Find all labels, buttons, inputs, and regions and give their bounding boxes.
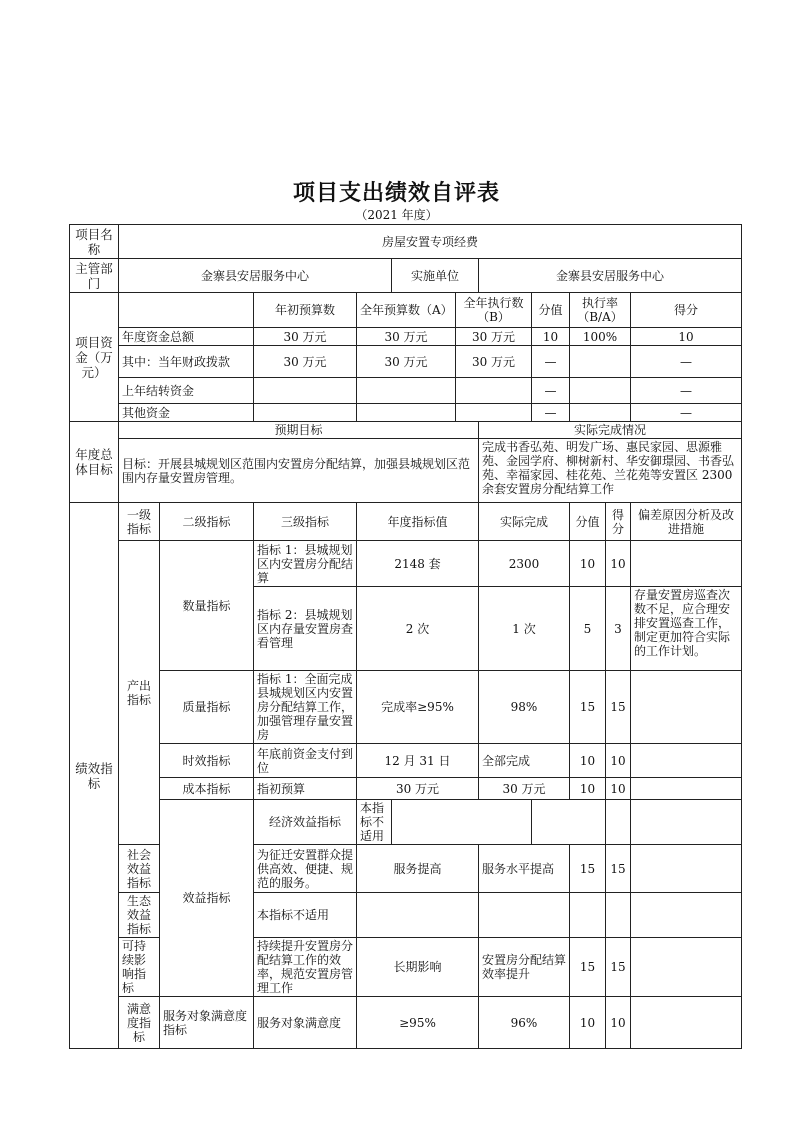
target-value: 完成率≥95% (357, 671, 479, 744)
deviation-reason (631, 938, 742, 997)
score: 10 (606, 541, 631, 587)
funds-score: — (631, 378, 742, 404)
perf-header: 分值 (570, 503, 606, 541)
funds-row-name: 上年结转资金 (119, 378, 254, 404)
funds-row-name: 其中：当年财政拨款 (119, 346, 254, 378)
satisfaction-indicator-label: 满意度指标 (119, 997, 160, 1049)
funds-annual: 30 万元 (357, 346, 456, 378)
target-value: 2 次 (357, 587, 479, 671)
level2-indicator: 生态效益指标 (119, 893, 160, 938)
funds-header: 分值 (532, 293, 570, 328)
funds-header: 全年执行数（B） (456, 293, 532, 328)
target-value: 30 万元 (357, 778, 479, 800)
score: 10 (606, 744, 631, 778)
deviation-reason (631, 778, 742, 800)
funds-score-value: — (532, 346, 570, 378)
funds-label: 项目资金（万元） (70, 293, 119, 422)
funds-rate: 100% (570, 328, 631, 346)
level3-indicator: 本指标不适用 (357, 800, 392, 845)
funds-row-name: 其他资金 (119, 404, 254, 422)
score: 15 (606, 845, 631, 893)
level2-indicator: 经济效益指标 (254, 800, 357, 845)
page-title: 项目支出绩效自评表 (292, 181, 500, 206)
level3-indicator: 指标 1：全面完成县城规划区内安置房分配结算工作，加强管理存量安置房 (254, 671, 357, 744)
perf-header: 一级指标 (119, 503, 160, 541)
target-value: 长期影响 (357, 938, 479, 997)
level3-indicator: 服务对象满意度 (254, 997, 357, 1049)
perf-header: 得分 (606, 503, 631, 541)
level3-indicator: 指初预算 (254, 778, 357, 800)
level2-indicator: 数量指标 (160, 541, 254, 671)
funds-score: — (631, 346, 742, 378)
score-value: 5 (570, 587, 606, 671)
project-name-label: 项目名称 (70, 225, 119, 259)
actual-completion-text: 完成书香弘苑、明发广场、惠民家园、思源雅苑、金园学府、柳树新村、华安御璟园、书香弘苑、幸福家园、桂花苑、兰花苑等安置区 2300 余套安置房分配结算工作 (479, 439, 742, 503)
perf-header: 偏差原因分析及改进措施 (631, 503, 742, 541)
annual-goal-label: 年度总体目标 (70, 422, 119, 503)
target-value: 12 月 31 日 (357, 744, 479, 778)
target-value: ≥95% (357, 997, 479, 1049)
score-value (570, 893, 606, 938)
benefit-indicator-label: 效益指标 (160, 800, 254, 997)
deviation-reason (631, 671, 742, 744)
page-subtitle: （2021 年度） (355, 208, 438, 222)
level2-indicator: 质量指标 (160, 671, 254, 744)
actual-value: 安置房分配结算效率提升 (479, 938, 570, 997)
funds-rate (570, 378, 631, 404)
funds-rate (570, 404, 631, 422)
level2-indicator: 社会效益指标 (119, 845, 160, 893)
self-evaluation-table (69, 224, 742, 1049)
perf-header: 二级指标 (160, 503, 254, 541)
expected-goal-text: 目标：开展县城规划区范围内安置房分配结算，加强县城规划区范围内存量安置房管理。 (119, 439, 479, 503)
funds-budget: 30 万元 (254, 346, 357, 378)
implementing-unit-value: 金寨县安居服务中心 (479, 259, 742, 293)
funds-exec: 30 万元 (456, 328, 532, 346)
actual-value: 2300 (479, 541, 570, 587)
level2-indicator: 可持续影响指标 (119, 938, 160, 997)
deviation-reason (631, 997, 742, 1049)
perf-header: 实际完成 (479, 503, 570, 541)
level3-indicator: 指标 1：县城规划区内安置房分配结算 (254, 541, 357, 587)
deviation-reason (631, 541, 742, 587)
perf-header: 年度指标值 (357, 503, 479, 541)
department-label: 主管部门 (70, 259, 119, 293)
score: 10 (606, 997, 631, 1049)
funds-score-value: 10 (532, 328, 570, 346)
level2-indicator: 成本指标 (160, 778, 254, 800)
funds-budget (254, 378, 357, 404)
funds-header: 得分 (631, 293, 742, 328)
target-value: 2148 套 (357, 541, 479, 587)
funds-header-blank (119, 293, 254, 328)
level2-indicator: 时效指标 (160, 744, 254, 778)
funds-score: 10 (631, 328, 742, 346)
actual-value: 30 万元 (479, 778, 570, 800)
level3-indicator: 本指标不适用 (254, 893, 357, 938)
funds-header: 执行率（B/A） (570, 293, 631, 328)
score: 15 (606, 671, 631, 744)
level3-indicator: 指标 2：县城规划区内存量安置房查看管理 (254, 587, 357, 671)
funds-annual (357, 404, 456, 422)
funds-exec: 30 万元 (456, 346, 532, 378)
level2-indicator: 服务对象满意度指标 (160, 997, 254, 1049)
funds-budget (254, 404, 357, 422)
score-value: 15 (570, 938, 606, 997)
score (606, 893, 631, 938)
funds-exec (456, 378, 532, 404)
funds-score-value: — (532, 378, 570, 404)
funds-rate (570, 346, 631, 378)
performance-label: 绩效指标 (70, 503, 119, 1049)
output-indicator-label: 产出指标 (119, 541, 160, 845)
actual-value: 服务水平提高 (479, 845, 570, 893)
implementing-unit-label: 实施单位 (392, 259, 479, 293)
actual-value: 98% (479, 671, 570, 744)
level3-indicator: 年底前资金支付到位 (254, 744, 357, 778)
project-name: 房屋安置专项经费 (119, 225, 742, 259)
actual-value (479, 893, 570, 938)
score: 10 (606, 778, 631, 800)
perf-header: 三级指标 (254, 503, 357, 541)
department-value: 金寨县安居服务中心 (119, 259, 392, 293)
target-value (357, 893, 479, 938)
actual-value: 全部完成 (479, 744, 570, 778)
score-value: 10 (570, 778, 606, 800)
level3-indicator: 为征迁安置群众提供高效、便捷、规范的服务。 (254, 845, 357, 893)
score-value (606, 800, 631, 845)
funds-annual (357, 378, 456, 404)
funds-score: — (631, 404, 742, 422)
score-value: 10 (570, 744, 606, 778)
level3-indicator: 持续提升安置房分配结算工作的效率，规范安置房管理工作 (254, 938, 357, 997)
deviation-reason (631, 845, 742, 893)
score-value: 15 (570, 671, 606, 744)
actual-value: 96% (479, 997, 570, 1049)
score-value: 10 (570, 541, 606, 587)
actual-value: 1 次 (479, 587, 570, 671)
funds-score-value: — (532, 404, 570, 422)
target-value: 服务提高 (357, 845, 479, 893)
funds-annual: 30 万元 (357, 328, 456, 346)
funds-budget: 30 万元 (254, 328, 357, 346)
expected-goal-header: 预期目标 (119, 422, 479, 439)
score: 15 (606, 938, 631, 997)
deviation-reason: 存量安置房巡查次数不足，应合理安排安置巡查工作，制定更加符合实际的工作计划。 (631, 587, 742, 671)
score-value: 15 (570, 845, 606, 893)
funds-row-name: 年度资金总额 (119, 328, 254, 346)
deviation-reason (631, 893, 742, 938)
score-value: 10 (570, 997, 606, 1049)
actual-value (532, 800, 606, 845)
deviation-reason (631, 744, 742, 778)
funds-header: 年初预算数 (254, 293, 357, 328)
score: 3 (606, 587, 631, 671)
actual-completion-header: 实际完成情况 (479, 422, 742, 439)
target-value (392, 800, 532, 845)
funds-header: 全年预算数（A） (357, 293, 456, 328)
score (631, 800, 742, 845)
funds-exec (456, 404, 532, 422)
